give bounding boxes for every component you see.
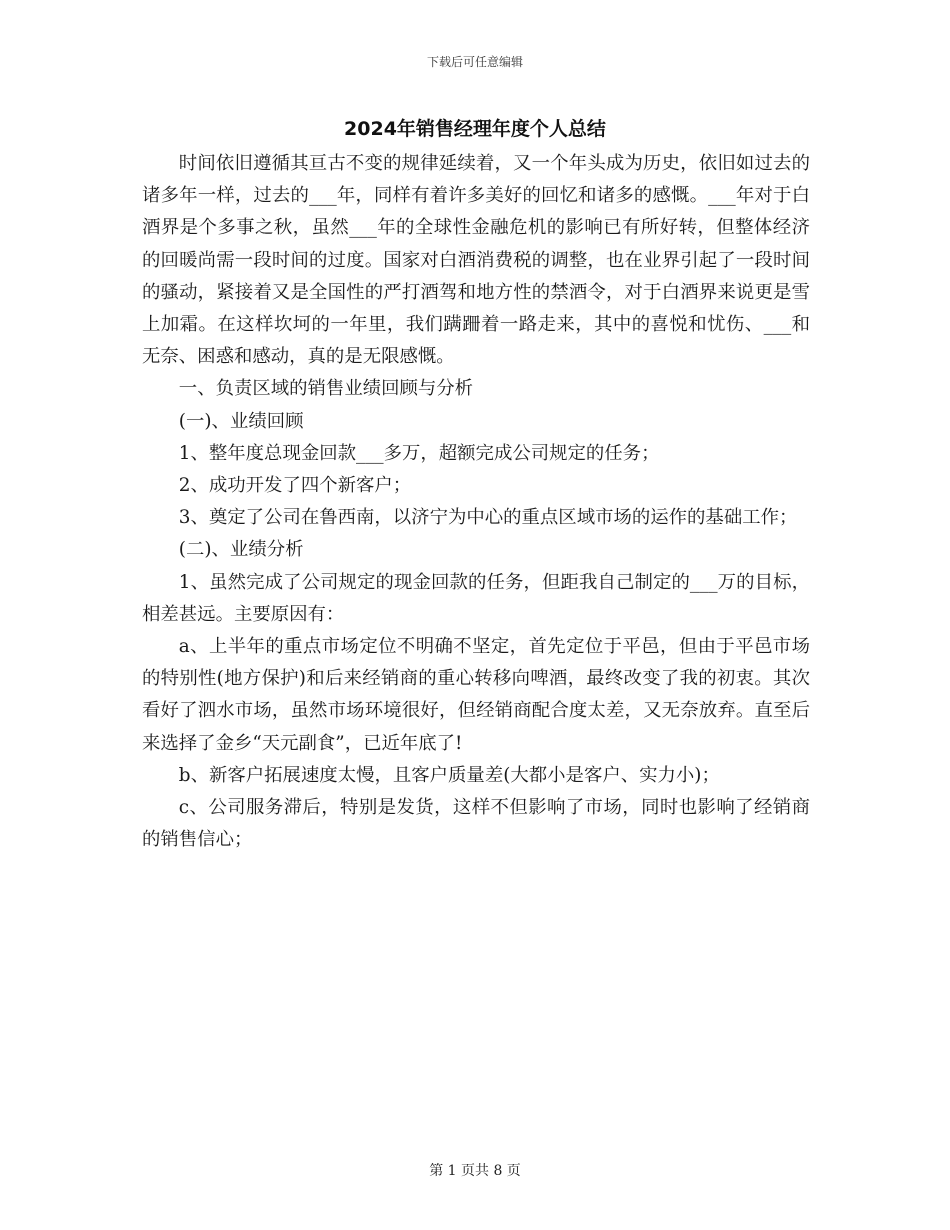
page-footer: 第 1 页共 8 页 bbox=[429, 1163, 521, 1179]
subsection-heading-analysis: (二)、业绩分析 bbox=[178, 539, 304, 561]
header-note: 下载后可任意编辑 bbox=[426, 55, 523, 69]
list-item: 1、虽然完成了公司规定的现金回款的任务，但距我自己制定的___万的目标，相差甚远。主要原因有： bbox=[142, 571, 810, 625]
document-title: 2024年销售经理年度个人总结 bbox=[344, 118, 606, 140]
list-item: 1、整年度总现金回款___多万，超额完成公司规定的任务； bbox=[178, 442, 660, 464]
subsection-heading-review: (一)、业绩回顾 bbox=[178, 410, 304, 432]
list-item: 2、成功开发了四个新客户； bbox=[178, 475, 412, 497]
list-item: b、新客户拓展速度太慢，且客户质量差(大都小是客户、实力小)； bbox=[178, 764, 720, 786]
list-item: c、公司服务滞后，特别是发货，这样不但影响了市场，同时也影响了经销商的销售信心； bbox=[142, 797, 810, 851]
section-heading-1: 一、负责区域的销售业绩回顾与分析 bbox=[178, 378, 474, 400]
list-item: a、上半年的重点市场定位不明确不坚定，首先定位于平邑，但由于平邑市场的特别性(地方保护)和后来经销商的重心转移向啤酒，最终改变了我的初衷。其次看好了泗水市场，虽然市场环境很好，但经销商配合度太差，又无奈放弃。直至后来选择了金乡“天元副食”，已近年底了! bbox=[142, 636, 810, 754]
intro-paragraph: 时间依旧遵循其亘古不变的规律延续着，又一个年头成为历史，依旧如过去的诸多年一样，过去的___年，同样有着许多美好的回忆和诸多的感慨。___年对于白酒界是个多事之秋，虽然___年的全球性金融危机的影响已有所好转，但整体经济的回暖尚需一段时间的过度。国家对白酒消费税的调整，也在业界引起了一段时间的骚动，紧接着又是全国性的严打酒驾和地方性的禁酒令，对于白酒界来说更是雪上加霜。在这样坎坷的一年里，我们蹒跚着一路走来，其中的喜悦和忧伤、___和无奈、困惑和感动，真的是无限感慨。 bbox=[142, 153, 810, 368]
list-item: 3、奠定了公司在鲁西南，以济宁为中心的重点区域市场的运作的基础工作； bbox=[178, 507, 798, 529]
document-body bbox=[142, 148, 810, 856]
